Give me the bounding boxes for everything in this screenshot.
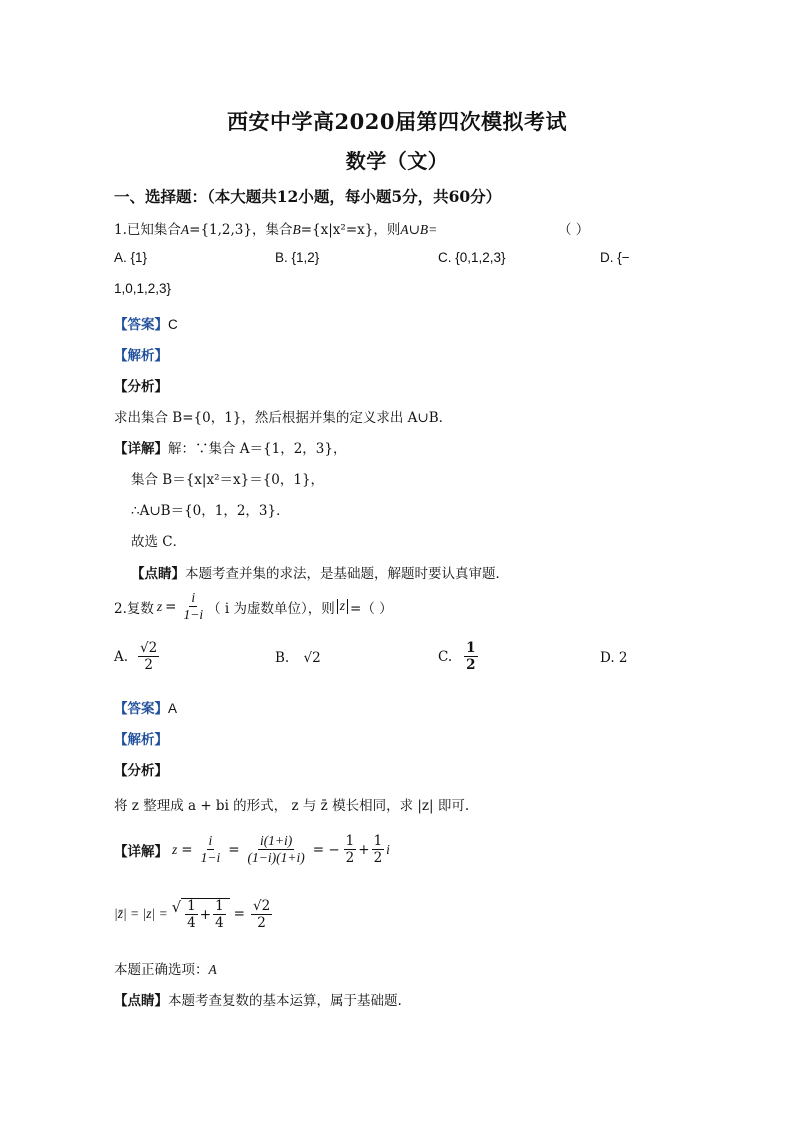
analysis-tag: 【解析】 xyxy=(114,732,168,748)
q2-frac-num: i xyxy=(189,591,197,607)
q2-conclusion-text: 本题正确选项： xyxy=(114,962,209,978)
q2-mod-frac-a xyxy=(185,899,198,930)
q2-point xyxy=(114,989,402,1009)
q2-answer-value: A xyxy=(168,701,178,716)
q2-opt-c-label: C. xyxy=(438,648,453,665)
q2-mod-result-den: 2 xyxy=(257,914,266,931)
q2-opt-a-den: 2 xyxy=(144,657,153,674)
q2-opt-a-num: √2 xyxy=(140,640,158,656)
q2-detail-z: z xyxy=(172,841,178,857)
q2-opt-b-value: √2 xyxy=(303,650,321,666)
q2-detail-half-a-num: 1 xyxy=(345,833,355,849)
fenxi-tag: 【分析】 xyxy=(114,379,168,395)
q2-mod-frac-b-num: 1 xyxy=(215,898,224,914)
q2-detail-half-b xyxy=(372,834,385,865)
q2-detail-frac1-den: 1−i xyxy=(200,850,221,866)
point-tag: 【点睛】 xyxy=(131,566,185,582)
q2-option-b xyxy=(275,650,321,666)
q2-eq: = xyxy=(165,598,177,615)
q1-answer-blank: （ ） xyxy=(558,222,590,238)
q2-detail-frac1 xyxy=(199,834,223,865)
q2-mod-start: |z̄| = |z| = xyxy=(114,906,168,922)
q1-detail-text1: 解：∵集合 A＝{1，2，3}， xyxy=(168,441,347,457)
q2-conclusion-answer: A xyxy=(208,962,217,977)
q1-stem-prefix: 1.已知集合 xyxy=(114,222,181,238)
q1-answer-value: C xyxy=(168,317,178,332)
q2-abs-z: z xyxy=(337,599,348,614)
q2-detail-frac2 xyxy=(246,834,307,865)
q1-detail-line2: 集合 B＝{x|x²＝x}＝{0，1}， xyxy=(131,472,325,488)
q1-union: A∪B= xyxy=(400,222,438,237)
q1-option-a: A. {1} xyxy=(114,250,148,265)
q1-detail-line1 xyxy=(114,437,347,457)
q2-detail-frac1-num: i xyxy=(207,834,215,850)
q1-set-b: B xyxy=(292,222,301,237)
q2-detail-i: i xyxy=(386,841,390,857)
q2-detail-equation: 【详解】 z = $\frac{i}{1-i}$ = $\frac{i(1+i)}{(1-i)(1+i)}$ = − $\frac{1}{2}$ + $\frac{1}{2}$ i xyxy=(114,833,390,867)
q1-set-a: A xyxy=(180,222,190,237)
q1-option-c: C. {0,1,2,3} xyxy=(438,250,506,265)
q2-frac-den: 1−i xyxy=(183,607,204,623)
q2-detail-minus: = − xyxy=(312,841,340,858)
q2-detail-half-b-den: 2 xyxy=(373,850,383,867)
q2-point-text: 本题考查复数的基本运算，属于基础题. xyxy=(168,993,402,1009)
q1-point xyxy=(131,562,509,582)
q2-opt-b-label: B. xyxy=(275,650,290,666)
q2-mod-frac-b-den: 4 xyxy=(215,915,224,932)
q2-modulus-line: |z̄| = |z| = √ $\frac{1}{4}$ + $\frac{1}{4}$ = $\frac{√2}{2}$ xyxy=(114,897,271,932)
q2-detail-frac2-num: i(1+i) xyxy=(258,834,294,850)
q2-option-a xyxy=(114,641,161,672)
q1-option-b: B. {1,2} xyxy=(275,250,320,265)
q1-detail-line4: 故选 C． xyxy=(131,534,187,550)
q2-option-c xyxy=(438,641,480,672)
q2-mod-result xyxy=(251,899,272,930)
q2-fenxi-text: 将 z 整理成 a + bi 的形式， z 与 z̄ 模长相同，求 |z| 即可. xyxy=(114,798,470,814)
q2-detail-plus: + xyxy=(358,841,370,858)
q2-detail-frac2-den: (1−i)(1+i) xyxy=(247,850,305,866)
q2-mod-frac-a-num: 1 xyxy=(187,898,196,914)
q2-stem xyxy=(114,591,393,622)
detail-tag: 【详解】 xyxy=(114,441,168,457)
q2-mod-result-num: √2 xyxy=(252,897,271,914)
q2-conclusion xyxy=(114,958,217,978)
q1-detail-line3: ∴A∪B＝{0，1，2，3}． xyxy=(131,503,290,519)
q1-answer xyxy=(114,313,178,333)
q2-mod-frac-b xyxy=(213,899,226,930)
detail-tag: 【详解】 xyxy=(114,843,168,860)
analysis-tag: 【解析】 xyxy=(114,348,168,364)
q2-stem-mid: （ i 为虚数单位），则 xyxy=(207,600,335,617)
q2-answer xyxy=(114,697,177,717)
q2-mod-sqrt: √ $\frac{1}{4}$ + $\frac{1}{4}$ xyxy=(172,898,230,930)
exam-subtitle: 数学（文） xyxy=(345,149,449,173)
answer-tag: 【答案】 xyxy=(114,317,168,333)
q2-stem-end: =（ ） xyxy=(350,600,393,617)
q2-opt-c-fraction xyxy=(464,641,477,672)
fenxi-tag: 【分析】 xyxy=(114,763,168,779)
q1-option-d-continued: 1,0,1,2,3} xyxy=(114,281,172,296)
q2-analysis-tag xyxy=(114,728,168,748)
q2-fraction xyxy=(181,591,205,622)
point-tag: 【点睛】 xyxy=(114,993,168,1009)
q2-detail-half-b-num: 1 xyxy=(373,833,383,849)
q1-set-a-value: ={1,2,3}，集合 xyxy=(189,222,293,238)
q2-fenxi-tag xyxy=(114,759,168,779)
q2-opt-c-num: 1 xyxy=(466,640,476,656)
answer-tag: 【答案】 xyxy=(114,701,168,717)
q1-stem xyxy=(114,218,437,238)
q1-point-text: 本题考查并集的求法，是基础题，解题时要认真审题． xyxy=(185,566,509,582)
q1-option-d: D. {− xyxy=(600,250,630,265)
q2-option-d: D. 2 xyxy=(600,650,628,666)
q2-opt-a-label: A. xyxy=(114,648,129,665)
q1-set-b-value: ={x|x²=x}，则 xyxy=(300,222,401,238)
section-heading: 一、选择题：（本大题共12小题，每小题5分，共60分） xyxy=(114,187,502,206)
q2-mod-frac-a-den: 4 xyxy=(187,915,196,932)
q1-fenxi-tag xyxy=(114,375,168,395)
q2-detail-half-a-den: 2 xyxy=(345,850,355,867)
q2-opt-a-fraction xyxy=(138,641,159,672)
exam-title: 西安中学高2020届第四次模拟考试 xyxy=(227,109,567,134)
q2-detail-half-a xyxy=(344,834,357,865)
q2-stem-prefix: 2.复数 xyxy=(114,600,154,617)
q2-z: z xyxy=(156,598,163,614)
q2-opt-c-den: 2 xyxy=(466,657,476,674)
q1-analysis-tag xyxy=(114,344,168,364)
q1-fenxi-text: 求出集合 B={0，1}，然后根据并集的定义求出 A∪B． xyxy=(114,410,453,426)
